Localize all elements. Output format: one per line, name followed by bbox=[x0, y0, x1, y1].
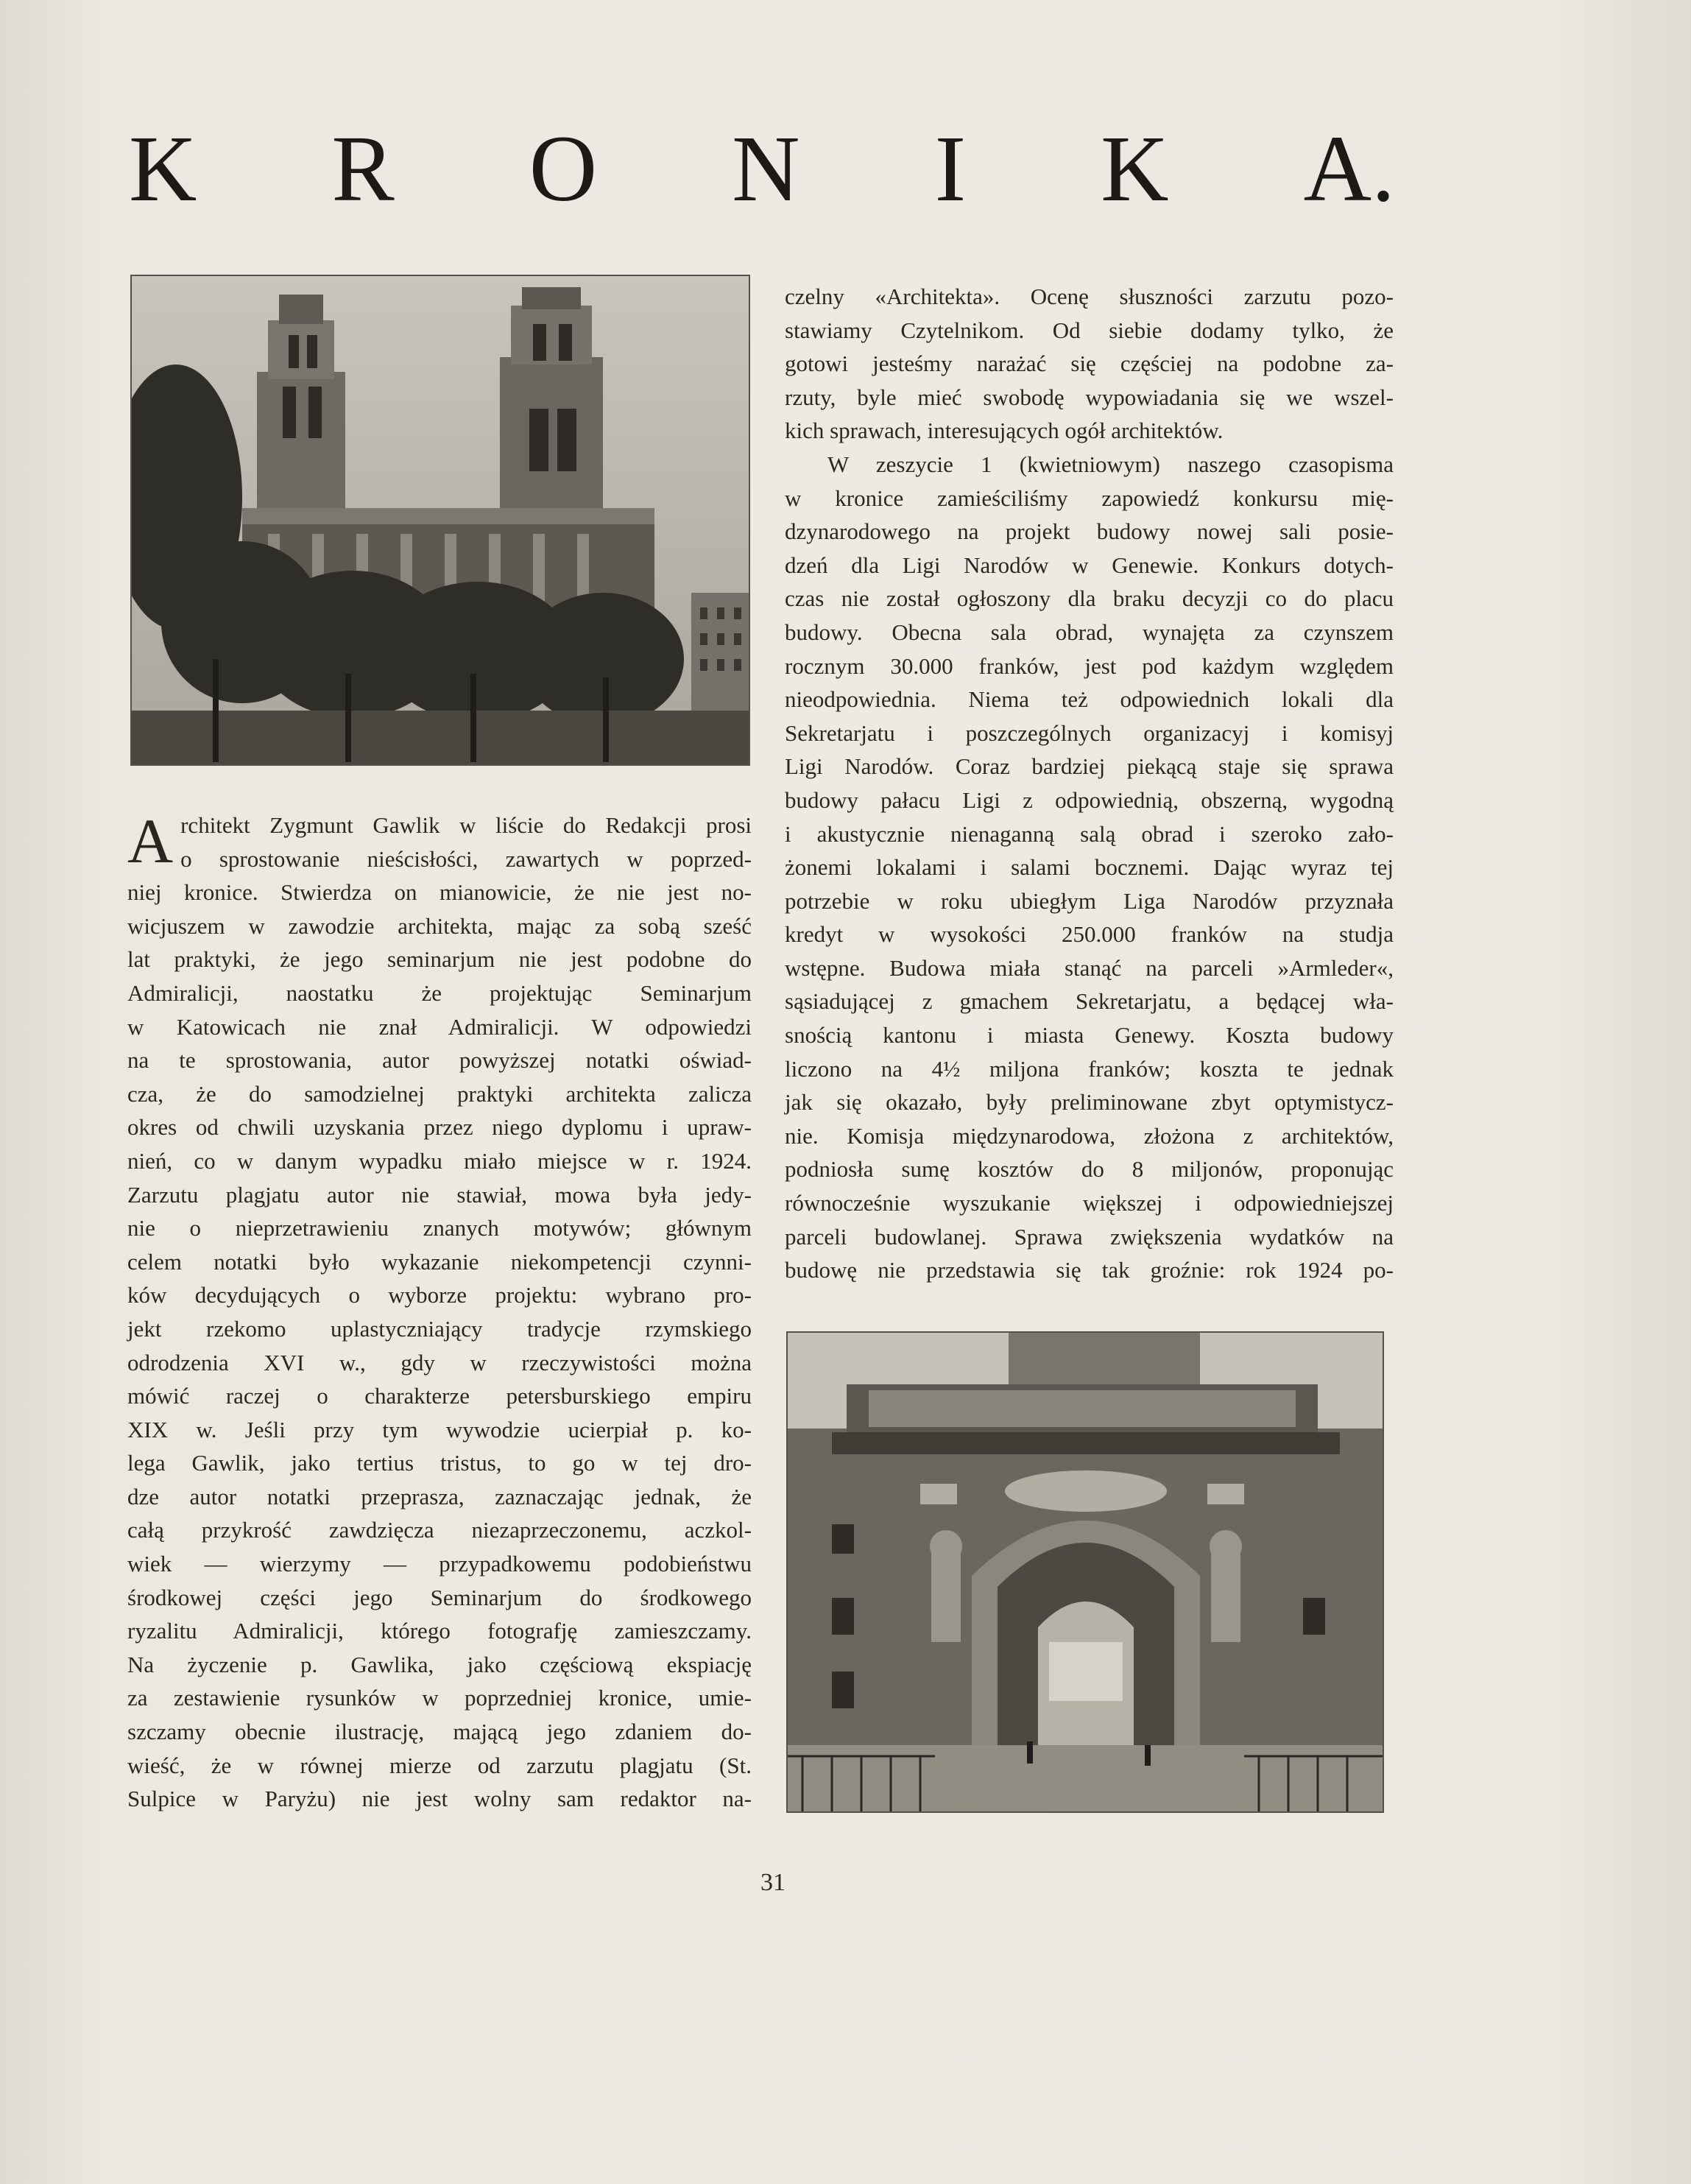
text-line: sąsiadującej z gmachem Sekretarjatu, a będącej wła- bbox=[785, 988, 1394, 1015]
text-line: całą przykrość zawdzięcza niezaprzeczonemu, aczkol- bbox=[127, 1517, 752, 1543]
text-line: ryzalitu Admiralicji, którego fotografję zamieszczamy. bbox=[127, 1618, 752, 1644]
text-line: Sulpice w Paryżu) nie jest wolny sam redaktor na- bbox=[127, 1786, 752, 1812]
text-line: niej kronice. Stwierdza on mianowicie, że nie jest no- bbox=[127, 879, 752, 906]
text-line: snością kantonu i miasta Genewy. Koszta budowy bbox=[785, 1022, 1394, 1049]
left-column bbox=[127, 806, 752, 1816]
title-letter: K bbox=[1101, 116, 1169, 221]
church-photo bbox=[130, 275, 750, 766]
text-line: stawiamy Czytelnikom. Od siebie dodamy tylko, że bbox=[785, 317, 1394, 343]
text-line: Sekretarjatu i poszczególnych organizacyj i komisyj bbox=[785, 719, 1394, 746]
text-line: środkowej części jego Seminarjum do środkowego bbox=[127, 1584, 752, 1610]
drop-cap: A bbox=[127, 806, 174, 876]
text-line: celem notatki było wykazanie niekompetencji czynni- bbox=[127, 1248, 752, 1275]
text-line: dzynarodowego na projekt budowy nowej sali posie- bbox=[785, 518, 1394, 545]
text-line: cza, że do samodzielnej praktyki architekta zalicza bbox=[127, 1080, 752, 1107]
text-line: dze autor notatki przeprasza, zaznaczając jednak, że bbox=[127, 1483, 752, 1510]
text-line: kich sprawach, interesujących ogół architektów. bbox=[785, 418, 1224, 444]
text-line: ków decydujących o wyborze projektu: wybrano pro- bbox=[127, 1282, 752, 1308]
title-letter: K bbox=[129, 116, 197, 221]
text-line: budowy. Obecna sala obrad, wynajęta za czynszem bbox=[785, 619, 1394, 645]
title-letter: R bbox=[331, 116, 395, 221]
arch-photo bbox=[786, 1331, 1384, 1813]
text-line: Zarzutu plagjatu autor nie stawiał, mowa była jedy- bbox=[127, 1181, 752, 1208]
text-line: parceli budowlanej. Sprawa zwiększenia wydatków na bbox=[785, 1223, 1394, 1250]
text-line: rchitekt Zygmunt Gawlik w liście do Redakcji prosi bbox=[180, 812, 752, 838]
text-line: jak się okazało, były preliminowane zbyt optymistycz- bbox=[785, 1089, 1394, 1116]
text-line: nień, co w danym wypadku miało miejsce w r. 1924. bbox=[127, 1147, 752, 1174]
text-line: wieść, że w równej mierze od zarzutu plagjatu (St. bbox=[127, 1752, 752, 1778]
title-letter: I bbox=[934, 116, 967, 221]
text-line: wstępne. Budowa miała stanąć na parceli »Armleder«, bbox=[785, 954, 1394, 981]
text-line: czelny «Architekta». Ocenę słuszności zarzutu pozo- bbox=[785, 283, 1394, 309]
text-line: dzeń dla Ligi Narodów w Genewie. Konkurs dotych- bbox=[785, 552, 1394, 578]
text-line: na te sprostowania, autor powyższej notatki oświad- bbox=[127, 1047, 752, 1074]
text-line: o sprostowanie nieścisłości, zawartych w poprzed- bbox=[180, 845, 752, 872]
title-letter: N bbox=[732, 116, 800, 221]
text-line: podniosła sumę kosztów do 8 miljonów, proponując bbox=[785, 1156, 1394, 1183]
title-letter: O bbox=[529, 116, 598, 221]
text-line: mówić raczej o charakterze petersburskiego empiru bbox=[127, 1383, 752, 1409]
page-number: 31 bbox=[760, 1869, 786, 1896]
text-line: nie. Komisja międzynarodowa, złożona z architektów, bbox=[785, 1122, 1394, 1149]
text-line: budowy pałacu Ligi z odpowiednią, obszerną, wygodną bbox=[785, 786, 1394, 813]
church-illustration bbox=[132, 276, 749, 764]
text-line: odrodzenia XVI w., gdy w rzeczywistości można bbox=[127, 1349, 752, 1375]
text-line: równocześnie wyszukanie większej i odpowiedniejszej bbox=[785, 1190, 1394, 1216]
arch-illustration bbox=[788, 1333, 1383, 1811]
text-line: XIX w. Jeśli przy tym wywodzie ucierpiał p. ko- bbox=[127, 1416, 752, 1443]
text-line: rzuty, byle mieć swobodę wypowiadania się we wszel- bbox=[785, 384, 1394, 410]
text-line: jekt rzekomo uplastyczniający tradycje rzymskiego bbox=[127, 1315, 752, 1342]
text-line: nie o nieprzetrawieniu znanych motywów; głównym bbox=[127, 1215, 752, 1241]
text-line: lega Gawlik, jako tertius tristus, to go w tej dro- bbox=[127, 1450, 752, 1476]
text-line: rocznym 30.000 franków, jest pod każdym względem bbox=[785, 652, 1394, 679]
text-line: budowę nie przedstawia się tak groźnie: rok 1924 po- bbox=[785, 1257, 1394, 1283]
text-line: lat praktyki, że jego seminarjum nie jest podobne do bbox=[127, 946, 752, 973]
text-line: okres od chwili uzyskania przez niego dyplomu i upraw- bbox=[127, 1114, 752, 1141]
text-line: gotowi jesteśmy narażać się częściej na podobne za- bbox=[785, 351, 1394, 377]
text-line: szczamy obecnie ilustrację, mającą jego zdaniem do- bbox=[127, 1719, 752, 1745]
text-line: wicjuszem w zawodzie architekta, mając za sobą sześć bbox=[127, 912, 752, 939]
text-line: w Katowicach nie znał Admiralicji. W odpowiedzi bbox=[127, 1013, 752, 1040]
text-line: za zestawienie rysunków w poprzedniej kronice, umie- bbox=[127, 1685, 752, 1711]
text-line: W zeszycie 1 (kwietniowym) naszego czasopisma bbox=[827, 451, 1394, 477]
text-line: Admiralicji, naostatku że projektując Seminarjum bbox=[127, 979, 752, 1006]
text-line: liczono na 4½ miljona franków; koszta te jednak bbox=[785, 1055, 1394, 1082]
text-line: kredyt w wysokości 250.000 franków na studja bbox=[785, 921, 1394, 948]
right-column bbox=[785, 280, 1394, 1287]
text-line: i akustycznie nienaganną salą obrad i szeroko zało- bbox=[785, 820, 1394, 847]
text-line: nieodpowiednia. Niema też odpowiednich lokali dla bbox=[785, 686, 1394, 713]
text-line: Na życzenie p. Gawlika, jako częściową ekspiację bbox=[127, 1651, 752, 1677]
text-line: potrzebie w roku ubiegłym Liga Narodów przyznała bbox=[785, 887, 1394, 914]
text-line: wiek — wierzymy — przypadkowemu podobieństwu bbox=[127, 1551, 752, 1577]
text-line: Ligi Narodów. Coraz bardziej piekącą staje się sprawa bbox=[785, 753, 1394, 780]
text-line: w kronice zamieściliśmy zapowiedź konkursu mię- bbox=[785, 485, 1394, 511]
page-title bbox=[129, 116, 1395, 221]
text-line: czas nie został ogłoszony dla braku decyzji co do placu bbox=[785, 585, 1394, 612]
title-letter: A. bbox=[1303, 116, 1395, 221]
text-line: żonemi lokalami i salami bocznemi. Dając wyraz tej bbox=[785, 854, 1394, 881]
